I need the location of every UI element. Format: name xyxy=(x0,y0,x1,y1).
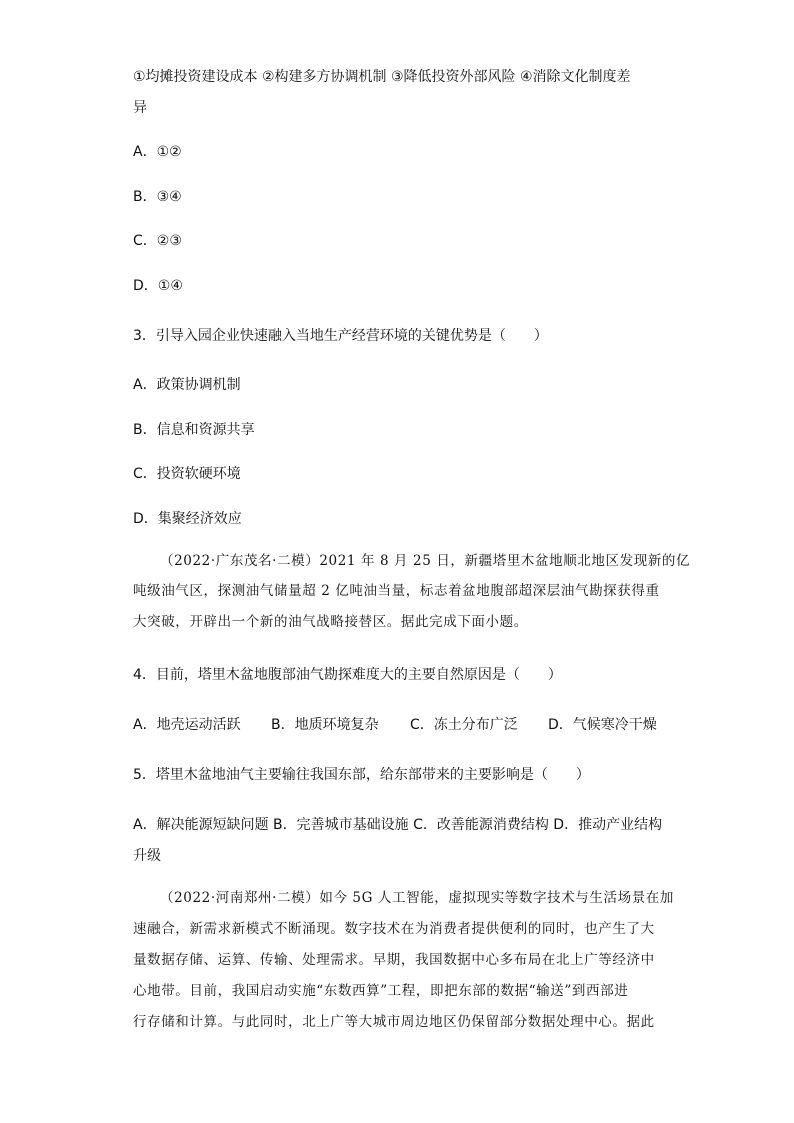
q2-choices-line2: 异 xyxy=(133,100,147,116)
passage1-line1: （2022·广东茂名·二模）2021 年 8 月 25 日，新疆塔里木盆地顺北地区发现新的亿 xyxy=(160,553,691,569)
passage2-line3: 量数据存储、运算、传输、处理需求。早期，我国数据中心多布局在北上广等经济中 xyxy=(133,952,655,968)
q3-option-b: B．信息和资源共享 xyxy=(133,422,255,438)
q5-options-line1: A．解决能源短缺问题 B．完善城市基础设施 C．改善能源消费结构 D．推动产业结构 xyxy=(133,817,663,833)
q2-option-a: A．①② xyxy=(133,144,182,160)
q4-option-b: B．地质环境复杂 xyxy=(271,717,379,733)
q3-option-c: C．投资软硬环境 xyxy=(133,466,241,482)
q4-option-c: C．冻土分布广泛 xyxy=(410,717,518,733)
q2-option-b: B．③④ xyxy=(133,189,182,205)
passage1-line3: 大突破，开辟出一个新的油气战略接替区。据此完成下面小题。 xyxy=(133,614,528,630)
q4-option-d: D．气候寒冷干燥 xyxy=(548,717,657,733)
q4-stem: 4．目前，塔里木盆地腹部油气勘探难度大的主要自然原因是（ ） xyxy=(133,667,562,683)
q3-stem: 3．引导入园企业快速融入当地生产经营环境的关键优势是（ ） xyxy=(133,328,548,344)
q3-option-d: D．集聚经济效应 xyxy=(133,511,242,527)
passage2-line5: 行存储和计算。与此同时，北上广等大城市周边地区仍保留部分数据处理中心。据此 xyxy=(133,1014,655,1030)
q3-option-a: A．政策协调机制 xyxy=(133,377,241,393)
q5-stem: 5．塔里木盆地油气主要输往我国东部，给东部带来的主要影响是（ ） xyxy=(133,767,590,783)
q4-options-row xyxy=(0,715,794,735)
q2-option-d: D．①④ xyxy=(133,278,183,294)
passage1-line2: 吨级油气区，探测油气储量超 2 亿吨油当量，标志着盆地腹部超深层油气勘探获得重 xyxy=(133,583,660,599)
q4-option-a: A．地壳运动活跃 xyxy=(133,717,241,733)
passage2-line4: 心地带。目前，我国启动实施“东数西算”工程，即把东部的数据“输送”到西部进 xyxy=(133,983,629,999)
q2-option-c: C．②③ xyxy=(133,233,182,249)
passage2-line2: 速融合，新需求新模式不断涌现。数字技术在为消费者提供便利的同时，也产生了大 xyxy=(133,921,655,937)
passage2-line1: （2022·河南郑州·二模）如今 5G 人工智能，虚拟现实等数字技术与生活场景在加 xyxy=(160,890,674,906)
q2-choices-line1: ①均摊投资建设成本 ②构建多方协调机制 ③降低投资外部风险 ④消除文化制度差 xyxy=(133,69,631,85)
q5-options-line2: 升级 xyxy=(133,848,161,864)
